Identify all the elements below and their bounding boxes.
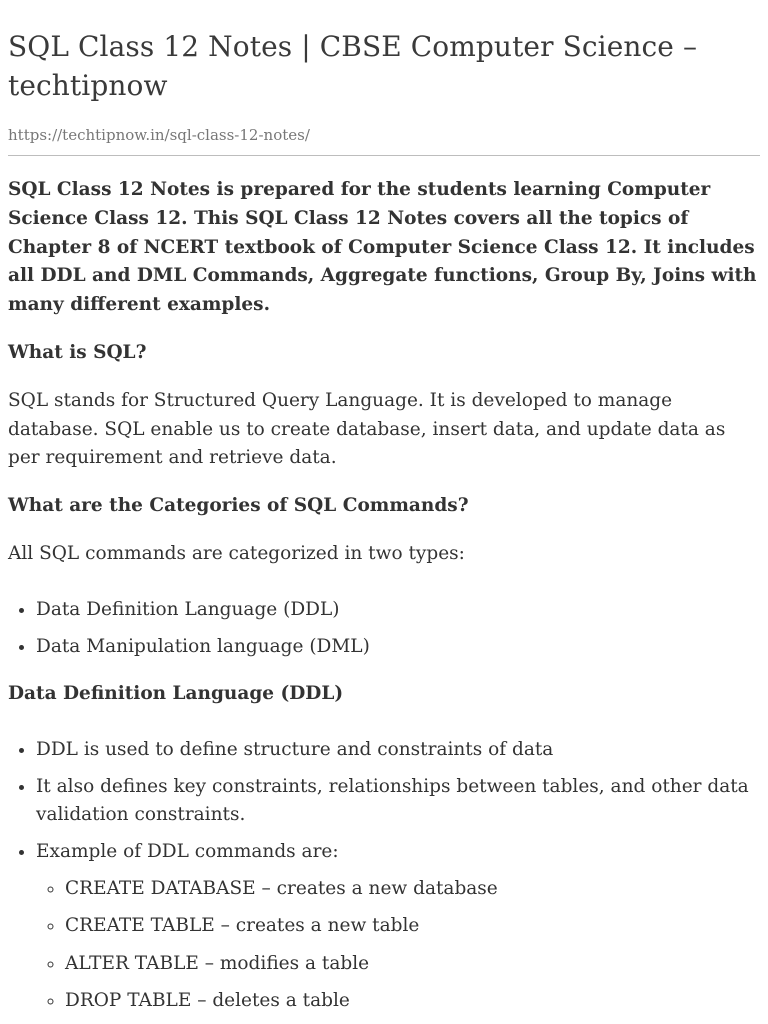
list-item: [36, 838, 760, 1016]
source-url[interactable]: https://techtipnow.in/sql-class-12-notes/: [8, 126, 310, 144]
intro-paragraph: SQL Class 12 Notes is prepared for the students learning Computer Science Class 12. This SQL Class 12 Notes covers all the topics of Chapter 8 of NCERT textbook of Computer Science Class 12. It includes all DDL and DML Commands, Aggregate functions, Group By, Joins with many different examples.: [8, 179, 757, 316]
paragraph-categories: All SQL commands are categorized in two types:: [8, 542, 465, 564]
list-item: ◦ CREATE DATABASE – creates a new database: [65, 875, 760, 903]
heading-what-is-sql: What is SQL?: [8, 341, 147, 363]
ddl-examples-list: [36, 875, 760, 1016]
list-item: ◦ ALTER TABLE – modifies a table: [65, 950, 760, 978]
list-item: ◦ CREATE TABLE – creates a new table: [65, 912, 760, 940]
heading-ddl: Data Definition Language (DDL): [8, 682, 344, 704]
list-item: • Data Manipulation language (DML): [36, 633, 760, 661]
list-item: ◦ DROP TABLE – deletes a table: [65, 987, 760, 1015]
categories-list: [8, 596, 760, 661]
ddl-list: [8, 736, 760, 1016]
list-item: • Data Definition Language (DDL): [36, 596, 760, 624]
page-title: SQL Class 12 Notes | CBSE Computer Science – techtipnow: [8, 30, 698, 102]
paragraph-what-is-sql: SQL stands for Structured Query Language. It is developed to manage database. SQL enable us to create database, insert data, and update data as per requirement and retrieve data.: [8, 389, 726, 469]
list-item: • It also defines key constraints, relationships between tables, and other data validation constraints.: [36, 773, 760, 829]
list-item: • DDL is used to define structure and constraints of data: [36, 736, 760, 764]
divider: [8, 155, 760, 156]
heading-categories: What are the Categories of SQL Commands?: [8, 495, 469, 517]
list-item-text: Example of DDL commands are:: [36, 840, 339, 862]
